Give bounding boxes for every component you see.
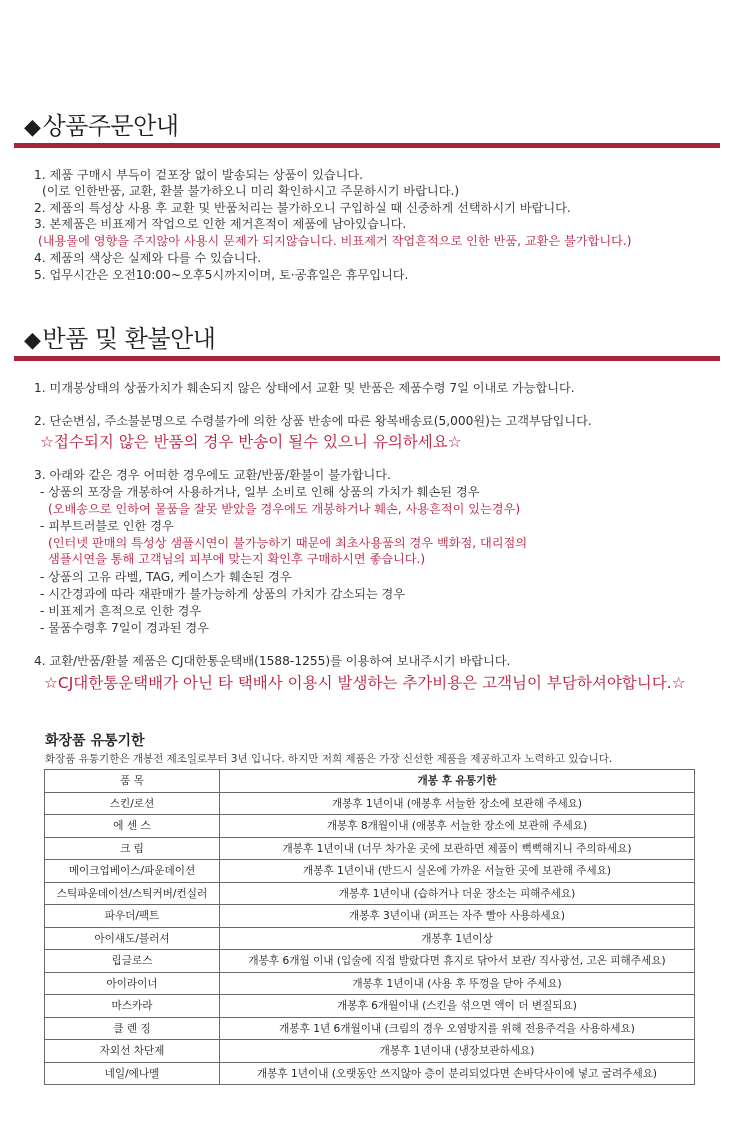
return-item-3-b-note-1: (인터넷 판매의 특성상 샘플시연이 불가능하기 때문에 최초사용품의 경우 백화점, 대리점의 xyxy=(48,536,528,550)
order-section-title xyxy=(24,106,179,141)
return-item-3-f: - 물품수령후 7일이 경과된 경우 xyxy=(40,621,209,635)
return-item-3-b-note-2: 샘플시연을 통해 고객님의 피부에 맞는지 확인후 구매하시면 좋습니다.) xyxy=(48,552,426,566)
return-item-2-note: ☆접수되지 않은 반품의 경우 반송이 될수 있으니 유의하세요☆ xyxy=(40,433,462,451)
table-row xyxy=(45,1040,695,1063)
return-item-3-a: - 상품의 포장을 개봉하여 사용하거나, 일부 소비로 인해 상품의 가치가 훼손된 경우 xyxy=(40,485,480,499)
diamond-bullet-icon: ◆ xyxy=(24,328,41,353)
return-item-3-b: - 피부트러블로 인한 경우 xyxy=(40,519,174,533)
order-line-4: 4. 제품의 색상은 실제와 다를 수 있습니다. xyxy=(34,251,262,265)
header-item: 품 목 xyxy=(45,770,220,793)
product-cell: 마스카라 xyxy=(45,995,220,1018)
shelf-life-cell: 개봉후 1년이내 (오랫동안 쓰지않아 층이 분리되었다면 손바닥사이에 넣고 굴려주세요) xyxy=(220,1062,695,1085)
product-cell: 립글로스 xyxy=(45,950,220,973)
order-line-1-note: (이로 인한반품, 교환, 환불 불가하오니 미리 확인하시고 주문하시기 바랍니다.) xyxy=(42,184,460,198)
return-item-3-c: - 상품의 고유 라벨, TAG, 케이스가 훼손된 경우 xyxy=(40,570,292,584)
return-item-3-e: - 비표제거 흔적으로 인한 경우 xyxy=(40,604,202,618)
table-row xyxy=(45,815,695,838)
shelf-life-cell: 개봉후 1년이내 (습하거나 더운 장소는 피해주세요) xyxy=(220,882,695,905)
product-cell: 파우더/팩트 xyxy=(45,905,220,928)
table-header-row xyxy=(45,770,695,793)
shelf-life-title: 화장품 유통기한 xyxy=(45,733,145,749)
section-divider xyxy=(14,143,720,148)
table-row xyxy=(45,905,695,928)
order-line-1: 1. 제품 구매시 부득이 겉포장 없이 발송되는 상품이 있습니다. xyxy=(34,168,364,182)
table-row xyxy=(45,837,695,860)
shelf-life-cell: 개봉후 1년이내 (냉장보관하세요) xyxy=(220,1040,695,1063)
return-item-3-a-note: (오배송으로 인하여 물품을 잘못 받았을 경우에도 개봉하거나 훼손, 사용흔적이 있는경우) xyxy=(48,502,521,516)
shelf-life-cell: 개봉후 1년이상 xyxy=(220,927,695,950)
product-cell: 클 렌 징 xyxy=(45,1017,220,1040)
section-divider xyxy=(14,356,720,361)
table-row xyxy=(45,927,695,950)
diamond-bullet-icon: ◆ xyxy=(24,115,41,140)
table-row xyxy=(45,995,695,1018)
product-cell: 아이라이너 xyxy=(45,972,220,995)
order-line-5: 5. 업무시간은 오전10:00~오후5시까지이며, 토·공휴일은 휴무입니다. xyxy=(34,268,409,282)
order-section-title-text: 상품주문안내 xyxy=(42,112,179,140)
return-item-2: 2. 단순변심, 주소불분명으로 수령불가에 의한 상품 반송에 따른 왕복배송료(5,000원)는 고객부담입니다. xyxy=(34,414,592,428)
shelf-life-cell: 개봉후 8개월이내 (애봉후 서늘한 장소에 보관해 주세요) xyxy=(220,815,695,838)
return-section-title-text: 반품 및 환불안내 xyxy=(42,325,216,353)
table-row xyxy=(45,792,695,815)
table-row xyxy=(45,860,695,883)
product-cell: 메이크업베이스/파운데이션 xyxy=(45,860,220,883)
shelf-life-cell: 개봉후 1년이내 (사용 후 뚜껑을 닫아 주세요) xyxy=(220,972,695,995)
return-item-4-note: ☆CJ대한통운택배가 아닌 타 택배사 이용시 발생하는 추가비용은 고객님이 부담하셔야합니다.☆ xyxy=(44,674,686,692)
table-row xyxy=(45,882,695,905)
order-line-3: 3. 본제품은 비표제거 작업으로 인한 제거흔적이 제품에 남아있습니다. xyxy=(34,217,407,231)
product-cell: 자외선 차단제 xyxy=(45,1040,220,1063)
table-row xyxy=(45,972,695,995)
shelf-life-cell: 개봉후 1년 6개월이내 (크림의 경우 오염방지를 위해 전용주걱을 사용하세요) xyxy=(220,1017,695,1040)
shelf-life-subtitle: 화장품 유통기한은 개봉전 제조일로부터 3년 입니다. 하지만 저희 제품은 가장 신선한 제품을 제공하고자 노력하고 있습니다. xyxy=(45,753,613,765)
shelf-life-cell: 개봉후 1년이내 (너무 차가운 곳에 보관하면 제품이 뻑뻑해지니 주의하세요) xyxy=(220,837,695,860)
return-section-title xyxy=(24,319,215,354)
header-shelf-life: 개봉 후 유통기한 xyxy=(220,770,695,793)
return-item-3-d: - 시간경과에 따라 재판매가 불가능하게 상품의 가치가 감소되는 경우 xyxy=(40,587,406,601)
shelf-life-table xyxy=(44,769,695,1085)
return-item-3: 3. 아래와 같은 경우 어떠한 경우에도 교환/반품/환불이 불가합니다. xyxy=(34,468,391,482)
order-line-2: 2. 제품의 특성상 사용 후 교환 및 반품처리는 불가하오니 구입하실 때 신중하게 선택하시기 바랍니다. xyxy=(34,201,571,215)
return-item-1: 1. 미개봉상태의 상품가치가 훼손되지 않은 상태에서 교환 및 반품은 제품수령 7일 이내로 가능합니다. xyxy=(34,381,575,395)
product-cell: 아이섀도/블러셔 xyxy=(45,927,220,950)
shelf-life-cell: 개봉후 6개월 이내 (입술에 직접 발랐다면 휴지로 닦아서 보관/ 직사광선, 고온 피해주세요) xyxy=(220,950,695,973)
product-cell: 스틱파운데이션/스틱커버/컨실러 xyxy=(45,882,220,905)
product-cell: 네일/에나멜 xyxy=(45,1062,220,1085)
table-row xyxy=(45,1062,695,1085)
product-cell: 에 센 스 xyxy=(45,815,220,838)
table-row xyxy=(45,950,695,973)
shelf-life-cell: 개봉후 1년이내 (애봉후 서늘한 장소에 보관해 주세요) xyxy=(220,792,695,815)
product-cell: 스킨/로션 xyxy=(45,792,220,815)
shelf-life-cell: 개봉후 3년이내 (퍼프는 자주 빨아 사용하세요) xyxy=(220,905,695,928)
shelf-life-cell: 개봉후 6개월이내 (스킨을 섞으면 액이 더 변질되요) xyxy=(220,995,695,1018)
shelf-life-cell: 개봉후 1년이내 (반드시 실온에 가까운 서늘한 곳에 보관해 주세요) xyxy=(220,860,695,883)
return-item-4: 4. 교환/반품/환불 제품은 CJ대한통운택배(1588-1255)를 이용하여 보내주시기 바랍니다. xyxy=(34,654,511,668)
table-row xyxy=(45,1017,695,1040)
product-cell: 크 림 xyxy=(45,837,220,860)
order-line-3-note: (내용물에 영향을 주지않아 사용시 문제가 되지않습니다. 비표제거 작업흔적으로 인한 반품, 교환은 불가합니다.) xyxy=(38,234,632,248)
